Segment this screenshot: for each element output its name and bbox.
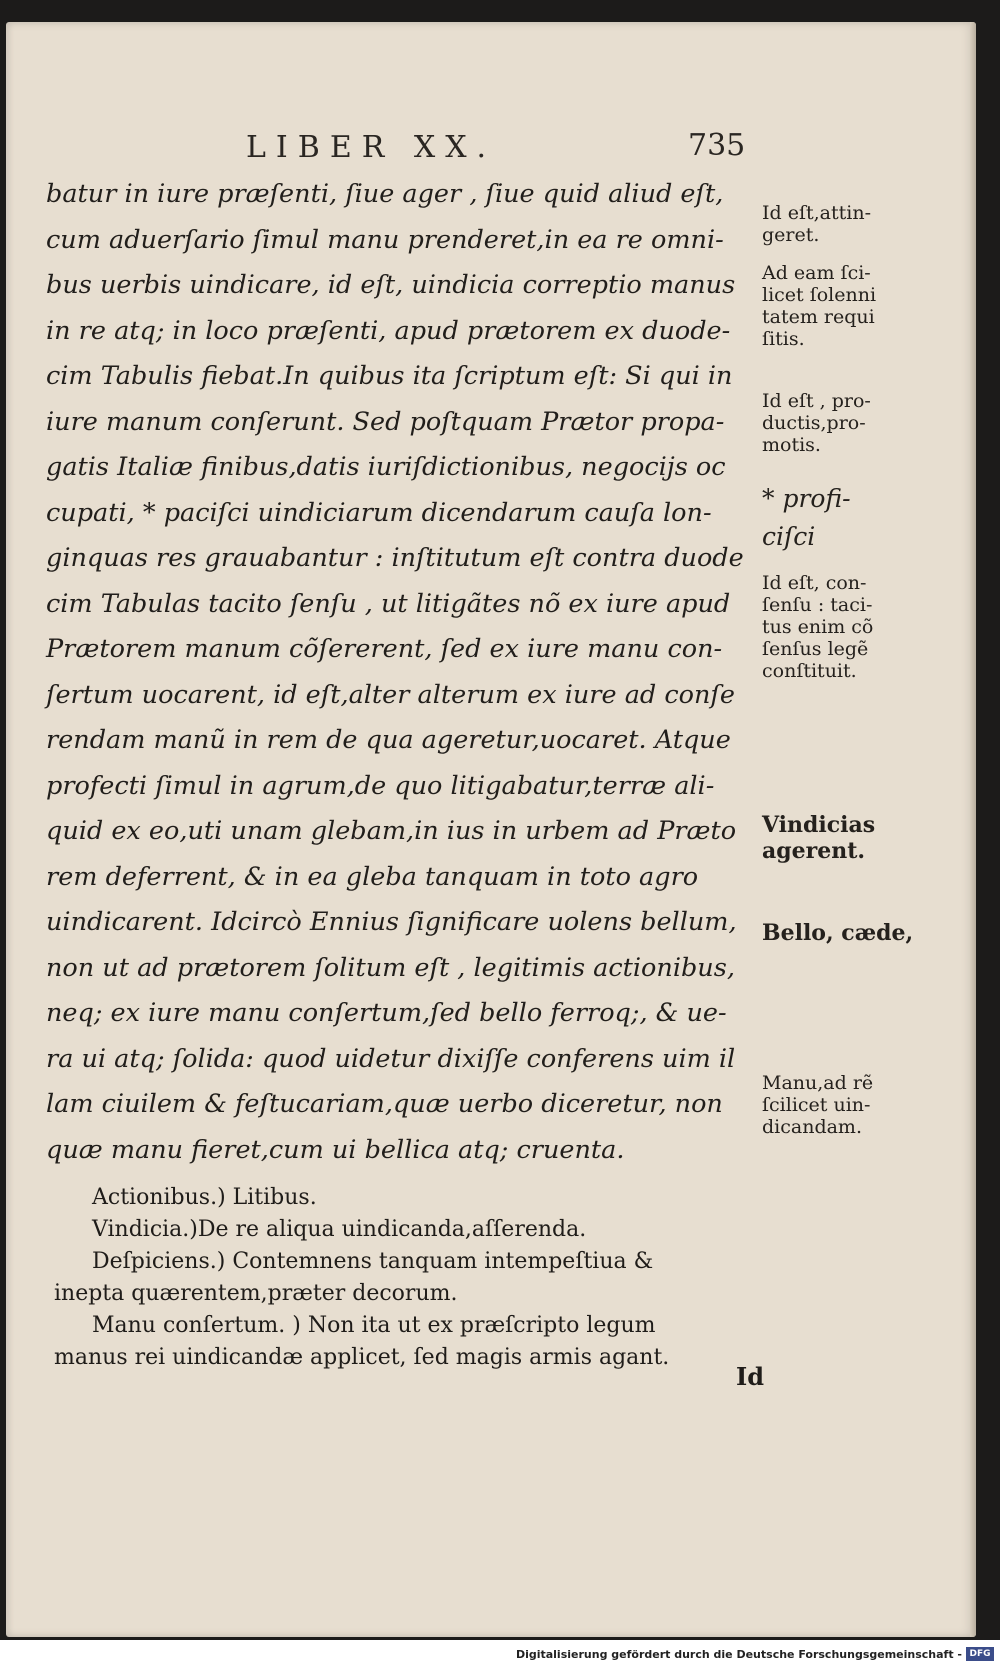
glosses-block [54, 1182, 774, 1374]
text-line: cim Tabulis fiebat.In quibus ita ſcriptum eſt: Si qui in [46, 361, 733, 391]
margin-note [762, 1072, 912, 1138]
text-line: neq; ex iure manu conſertum,ſed bello ferroq;, & ue- [46, 998, 727, 1028]
gloss-line: Actionibus.) Litibus. [92, 1185, 317, 1210]
text-line: quæ manu fieret,cum ui bellica atq; cruenta. [46, 1134, 625, 1165]
margin-note-line: Id eſt , pro- [762, 390, 871, 412]
text-line: ſertum uocarent, id eſt,alter alterum ex iure ad conſe [46, 679, 735, 710]
text-line: ginquas res grauabantur : inſtitutum eſt contra duode [46, 543, 744, 573]
dfg-logo: DFG [966, 1647, 994, 1661]
book-page [6, 22, 976, 1637]
catchword: Id [736, 1362, 765, 1391]
gloss-line: inepta quærentem,præter decorum. [54, 1281, 458, 1306]
text-line: batur in iure præſenti, ſiue ager , ſiue quid aliud eſt, [46, 179, 724, 209]
text-line: cum aduerſario ſimul manu prenderet,in ea re omni- [46, 224, 724, 255]
margin-note [762, 202, 912, 246]
margin-note-line: ductis,pro- [762, 412, 866, 434]
margin-note [762, 262, 912, 350]
footer-bar [0, 1640, 1000, 1669]
text-line: in re atq; in loco præſenti, apud prætorem ex duode- [46, 315, 731, 346]
text-line: Prætorem manum cõſererent, ſed ex iure manu con- [46, 634, 723, 664]
text-line: non ut ad prætorem ſolitum eſt , legitimis actionibus, [46, 952, 735, 983]
footer-credit: Digitalisierung gefördert durch die Deutsche Forschungsgemeinschaft - [515, 1648, 962, 1661]
margin-note-line: geret. [762, 224, 820, 246]
gloss-line: Manu conſertum. ) Non ita ut ex præſcripto legum [92, 1313, 656, 1338]
margin-note-line: Manu,ad rẽ [762, 1072, 874, 1094]
text-line: quid ex eo,uti unam glebam,in ius in urbem ad Præto [46, 816, 737, 846]
text-line: lam ciuilem & feſtucariam,quæ uerbo diceretur, non [46, 1089, 723, 1119]
margin-note-line: ciſci [762, 522, 816, 551]
margin-note-line: Vindicias [762, 812, 876, 838]
margin-note [762, 572, 912, 682]
text-line: gatis Italiæ finibus,datis iuriſdictionibus, negocijs oc [46, 452, 726, 482]
text-line: rem deferrent, & in ea gleba tanquam in toto agro [46, 861, 699, 892]
margin-note-line: * profi- [762, 484, 851, 513]
margin-note-line: agerent. [762, 838, 866, 864]
gloss-line: manus rei uindicandæ applicet, ſed magis armis agant. [54, 1345, 670, 1370]
margin-note-line: dicandam. [762, 1116, 862, 1138]
text-line: cupati, * paciſci uindiciarum dicendarum cauſa lon- [46, 497, 712, 528]
margin-note-line: Ad eam ſci- [762, 262, 871, 284]
margin-note-line: tus enim cõ [762, 616, 874, 638]
margin-note [762, 480, 912, 556]
text-line: uindicarent. Idcircò Ennius ſignificare uolens bellum, [46, 907, 737, 937]
text-line: rendam manũ in rem de qua ageretur,uocaret. Atque [46, 725, 731, 755]
margin-note-line: motis. [762, 434, 821, 456]
text-line: ra ui atq; ſolida: quod uidetur dixiſſe conferens uim il [46, 1043, 736, 1074]
page-number: 735 [688, 128, 746, 163]
page-edge [970, 22, 976, 1637]
margin-note-line: conſtituit. [762, 660, 857, 682]
text-line: iure manum conſerunt. Sed poſtquam Prætor propa- [46, 406, 725, 437]
margin-note-line: ſitis. [762, 328, 805, 350]
margin-note-line: tatem requi [762, 306, 875, 328]
main-text-block [46, 172, 760, 1173]
gloss-line: Deſpiciens.) Contemnens tanquam intempeſtiua & [92, 1249, 654, 1274]
margin-note [762, 920, 912, 946]
margin-note-line: licet ſolenni [762, 284, 877, 306]
running-title: LIBER XX. [246, 130, 497, 165]
margin-note-line: ſenſus legẽ [762, 638, 869, 660]
text-line: bus uerbis uindicare, id eſt, uindicia correptio manus [46, 270, 736, 300]
text-line: profecti ſimul in agrum,de quo litigabatur,terræ ali- [46, 770, 715, 801]
margin-note [762, 390, 912, 456]
margin-note-line: ſcilicet uin- [762, 1094, 871, 1116]
margin-note [762, 812, 912, 864]
margin-note-line: Bello, cæde, [762, 920, 914, 946]
margin-note-line: Id eſt,attin- [762, 202, 871, 224]
margin-note-line: Id eſt, con- [762, 572, 867, 594]
gloss-line: Vindicia.)De re aliqua uindicanda,aſſerenda. [92, 1217, 587, 1242]
text-line: cim Tabulas tacito ſenſu , ut litigãtes nõ ex iure apud [46, 588, 731, 619]
margin-note-line: ſenſu : taci- [762, 594, 873, 616]
